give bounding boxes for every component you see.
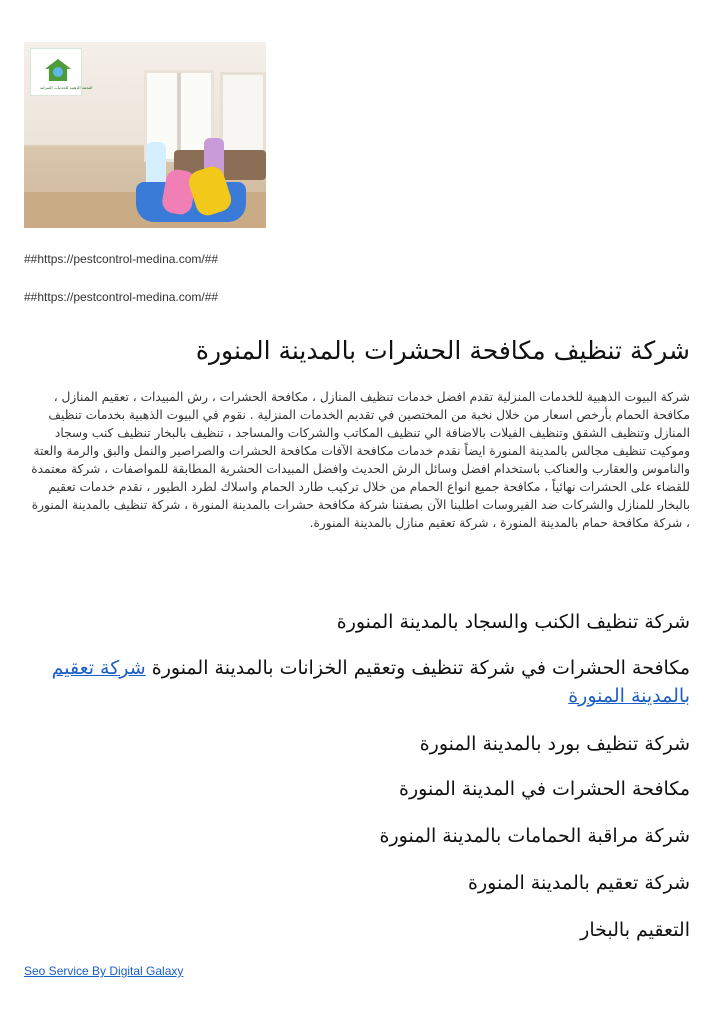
- drop-icon: [53, 67, 63, 77]
- heading-text: مكافحة الحشرات في شركة تنظيف وتعقيم الخزانات بالمدينة المنورة: [151, 657, 690, 679]
- sterilization-link[interactable]: شركة تعقيم بالمدينة المنورة: [51, 657, 690, 707]
- body-paragraph: شركة البيوت الذهبية للخدمات المنزلية تقدم افضل خدمات تنظيف المنازل ، مكافحة الحشرات ، رش المبيدات ، تعقيم المنازل ، مكافحة الحمام بأرخص اسعار من خلال نخبة من المختصين في تقديم الخدمات المنزلية . نقوم في البيوت الذهبية بخدمات تنظيف المنازل وتنظيف الشقق وتنظيف الفيلات بالاضافة الي تنظيف المكاتب والشركات والمساجد ، تنظيف بالبخار تنظيف كنب وسجاد وموكيت تنظيف مجالس بالمدينة المنورة ايضاً نقدم خدمات مكافحة الآفات مكافحة الحشرات والصراصير والنمل والبق والرمة والعتة والناموس والعقارب والعناكب باستخدام افضل وسائل الرش الحديث وافضل المبيدات الحشرية المطابقة للمواصفات ، شركة معتمدة للقضاء على الحشرات نهائياً ، مكافحة جميع انواع الحمام من خلال تركيب طارد الحمام واسلاك لطرد الطيور ، نقدم خدمات تعقيم بالبخار للمنازل والشركات ضد الفيروسات اطلبنا الآن بصفتنا شركة مكافحة حشرات بالمدينة المنورة ، شركة تنظيف بالمدينة المنورة ، شركة مكافحة حمام بالمدينة المنورة ، شركة تعقيم منازل بالمدينة المنورة.: [31, 390, 690, 530]
- source-url: ##https://pestcontrol-medina.com/##: [24, 252, 219, 266]
- window: [220, 72, 266, 160]
- document-page: [24, 42, 690, 978]
- heading-sterilization: شركة تعقيم بالمدينة المنورة: [468, 872, 690, 894]
- source-url: ##https://pestcontrol-medina.com/##: [24, 290, 219, 304]
- heading-pest-control: مكافحة الحشرات في المدينة المنورة: [399, 778, 690, 800]
- company-logo: [30, 48, 93, 96]
- heading-tank-sterilization: [24, 654, 690, 710]
- heading-bathroom-inspection: شركة مراقبة الحمامات بالمدينة المنورة: [379, 825, 690, 847]
- heading-steam-sterilization: التعقيم بالبخار: [580, 919, 690, 941]
- heading-board-cleaning: شركة تنظيف بورد بالمدينة المنورة: [419, 733, 690, 755]
- footer-link[interactable]: Seo Service By Digital Galaxy: [24, 964, 184, 978]
- heading-sofa-carpet-cleaning: شركة تنظيف الكنب والسجاد بالمدينة المنورة: [336, 611, 690, 633]
- logo-text: النجمة الذهبية للخدمات المنزلية: [40, 85, 93, 90]
- hero-image: [24, 42, 266, 228]
- page-title: شركة تنظيف مكافحة الحشرات بالمدينة المنورة: [195, 336, 690, 365]
